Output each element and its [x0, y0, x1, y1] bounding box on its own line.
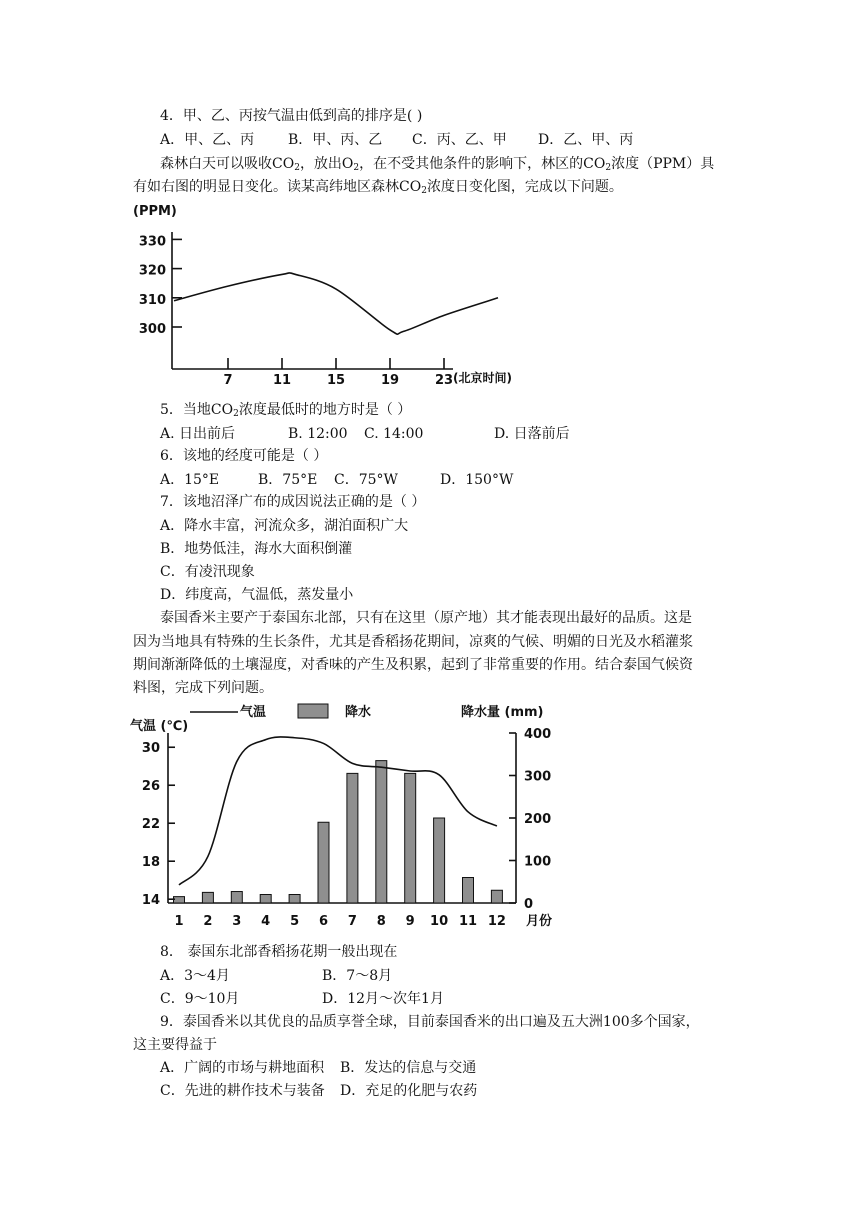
- month-tick-label: 8: [376, 914, 386, 929]
- legend-bar-swatch: [298, 704, 328, 718]
- q7-option-d[interactable]: D．纬度高，气温低，蒸发量小: [160, 587, 354, 603]
- legend-precipitation: 降水: [345, 705, 372, 720]
- q8-option-c[interactable]: C．9～10月: [160, 991, 240, 1007]
- subscript: 2: [353, 163, 360, 173]
- precip-tick-label: 400: [524, 727, 552, 742]
- co2-x-tick-label: 15: [326, 373, 346, 388]
- passage2-line: 泰国香米主要产于泰国东北部，只有在这里（原产地）其才能表现出最好的品质。这是: [160, 610, 692, 626]
- co2-xlabel: (北京时间): [453, 371, 512, 385]
- passage1-text: ，放出O: [299, 156, 354, 172]
- passage2-line: 料图，完成下列问题。: [133, 680, 273, 696]
- q9-option-c[interactable]: C．先进的耕作技术与装备: [160, 1083, 325, 1099]
- q4-option-b[interactable]: B．甲、丙、乙: [288, 132, 383, 148]
- q7-option-b[interactable]: B．地势低洼，海水大面积倒灌: [160, 541, 353, 557]
- precipitation-bar: [174, 897, 185, 903]
- climate-ylabel-right: 降水量 (mm): [461, 705, 544, 720]
- q6-option-b[interactable]: B．75°E: [258, 472, 318, 488]
- co2-y-tick-label: 330: [138, 234, 166, 250]
- q6-stem: 6．该地的经度可能是（ ）: [160, 448, 328, 464]
- month-tick-label: 5: [290, 914, 300, 929]
- q8-stem: 8． 泰国东北部香稻扬花期一般出现在: [160, 944, 398, 960]
- co2-y-tick-label: 320: [138, 263, 166, 279]
- precipitation-bar: [405, 773, 416, 903]
- temp-tick-label: 14: [141, 893, 160, 909]
- month-tick-label: 7: [347, 914, 357, 929]
- precipitation-bar: [318, 822, 329, 903]
- q6-option-d[interactable]: D．150°W: [440, 472, 514, 488]
- climate-ylabel-left: 气温 (℃): [130, 719, 189, 734]
- precip-tick-label: 300: [524, 769, 552, 785]
- precipitation-bar: [463, 878, 474, 904]
- month-tick-label: 10: [430, 914, 449, 929]
- q4-stem: 4．甲、乙、丙按气温由低到高的排序是( ): [160, 108, 423, 124]
- temp-tick-label: 18: [141, 855, 160, 871]
- co2-y-tick-label: 310: [138, 292, 166, 308]
- temperature-line: [179, 737, 497, 885]
- temp-tick-label: 26: [141, 779, 160, 795]
- q9-stem-cont: 这主要得益于: [133, 1037, 217, 1053]
- legend-temperature: 气温: [240, 705, 267, 720]
- subscript: 2: [421, 186, 427, 196]
- q9-stem: 9．泰国香米以其优良的品质享誉全球，目前泰国香米的出口遍及五大洲100多个国家，: [160, 1014, 700, 1030]
- q8-option-b[interactable]: B．7～8月: [322, 968, 393, 984]
- q4-option-d[interactable]: D．乙、甲、丙: [538, 132, 634, 148]
- month-tick-label: 4: [261, 914, 271, 929]
- q8-option-a[interactable]: A．3～4月: [160, 968, 230, 984]
- month-tick-label: 1: [174, 914, 184, 929]
- co2-x-tick-label: 7: [223, 373, 233, 388]
- precipitation-bar: [231, 892, 242, 903]
- precipitation-bar: [434, 818, 445, 903]
- passage1-text: ，在不受其他条件的影响下，林区的CO: [359, 156, 606, 172]
- subscript: 2: [233, 409, 239, 419]
- month-tick-label: 11: [458, 914, 478, 929]
- q5-option-c[interactable]: C. 14:00: [364, 426, 424, 442]
- q9-option-a[interactable]: A．广阔的市场与耕地面积: [160, 1060, 325, 1076]
- precipitation-bar: [491, 890, 502, 903]
- q6-option-c[interactable]: C．75°W: [334, 472, 398, 488]
- q9-option-b[interactable]: B．发达的信息与交通: [340, 1060, 477, 1076]
- passage1-text: 森林白天可以吸收CO: [160, 156, 295, 172]
- precipitation-bar: [260, 895, 271, 904]
- q5-option-d[interactable]: D. 日落前后: [494, 426, 570, 442]
- month-tick-label: 2: [203, 914, 213, 929]
- precipitation-bar: [202, 892, 213, 903]
- q4-option-c[interactable]: C．丙、乙、甲: [412, 132, 507, 148]
- subscript: 2: [294, 163, 300, 173]
- q5-stem-text: 5．当地CO: [160, 402, 234, 418]
- passage1-text: 浓度日变化图，完成以下问题。: [426, 179, 623, 195]
- co2-y-tick-label: 300: [138, 322, 166, 337]
- q8-option-d[interactable]: D．12月～次年1月: [322, 991, 444, 1007]
- co2-x-tick-label: 19: [380, 373, 400, 388]
- precipitation-bar: [289, 895, 300, 904]
- passage1-text: 浓度（PPM）具: [611, 156, 715, 172]
- subscript: 2: [605, 163, 612, 173]
- q4-option-a[interactable]: A．甲、乙、丙: [160, 132, 255, 148]
- temp-tick-label: 22: [141, 817, 160, 833]
- q6-option-a[interactable]: A．15°E: [160, 472, 220, 488]
- climate-xlabel: 月份: [526, 914, 553, 929]
- co2-x-tick-label: 23: [434, 373, 454, 388]
- co2-ylabel: (PPM): [133, 204, 177, 219]
- q5-option-b[interactable]: B. 12:00: [288, 426, 348, 442]
- precipitation-bar: [376, 761, 387, 903]
- precip-tick-label: 200: [524, 812, 552, 827]
- passage1-text: 有如右图的明显日变化。读某高纬地区森林CO: [133, 179, 422, 195]
- co2-x-tick-label: 11: [272, 373, 292, 388]
- passage2-line: 因为当地具有特殊的生长条件，尤其是香稻扬花期间，凉爽的气候、明媚的日光及水稻灌浆: [133, 634, 693, 650]
- passage2-line: 期间渐渐降低的土壤湿度，对香味的产生及积累，起到了非常重要的作用。结合泰国气候资: [133, 657, 693, 673]
- q7-stem: 7．该地沼泽广布的成因说法正确的是（ ）: [160, 494, 426, 510]
- temp-tick-label: 30: [141, 741, 160, 757]
- precip-tick-label: 0: [524, 897, 534, 912]
- q5-option-a[interactable]: A. 日出前后: [160, 426, 236, 442]
- precip-tick-label: 100: [524, 854, 552, 870]
- precipitation-bar: [347, 773, 358, 903]
- q7-option-a[interactable]: A．降水丰富，河流众多，湖泊面积广大: [160, 518, 409, 534]
- month-tick-label: 12: [487, 914, 506, 929]
- q7-option-c[interactable]: C．有凌汛现象: [160, 564, 255, 580]
- month-tick-label: 6: [318, 914, 329, 929]
- q9-option-d[interactable]: D．充足的化肥与农药: [340, 1083, 478, 1099]
- month-tick-label: 9: [405, 914, 415, 929]
- q5-stem-text: 浓度最低时的地方时是（ ）: [238, 402, 412, 418]
- month-tick-label: 3: [232, 914, 242, 929]
